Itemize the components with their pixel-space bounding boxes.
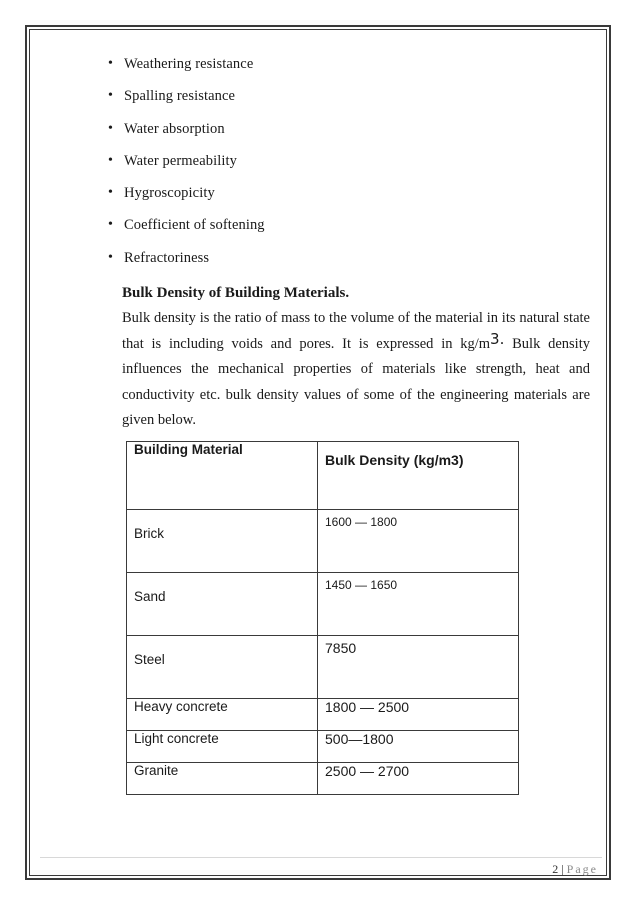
bullet-icon: • [108, 249, 114, 265]
table-row [127, 636, 519, 699]
bullet-icon: • [108, 185, 114, 201]
table-row [127, 763, 519, 795]
list-item: • Weathering resistance [108, 53, 265, 85]
material-cell: Brick [127, 510, 318, 573]
property-list [108, 53, 265, 279]
table-row [127, 510, 519, 573]
bulk-density-table [126, 441, 519, 795]
list-item: • Water permeability [108, 150, 265, 182]
footer-divider [40, 857, 602, 858]
list-item: • Coefficient of softening [108, 214, 265, 246]
material-cell: Steel [127, 636, 318, 699]
bullet-icon: • [108, 217, 114, 233]
table-row [127, 699, 519, 731]
table-row [127, 731, 519, 763]
page-footer [552, 862, 598, 877]
list-item: • Refractoriness [108, 247, 265, 279]
table-header-row [127, 442, 519, 510]
superscript: 3. [490, 329, 505, 348]
material-cell: Heavy concrete [127, 699, 318, 731]
density-cell: 2500 — 2700 [318, 763, 519, 795]
density-cell: 500—1800 [318, 731, 519, 763]
header-bulk-density: Bulk Density (kg/m3) [318, 442, 519, 510]
density-cell: 7850 [318, 636, 519, 699]
section-heading: Bulk Density of Building Materials. [122, 285, 350, 301]
list-item: • Spalling resistance [108, 85, 265, 117]
list-item: • Water absorption [108, 118, 265, 150]
material-cell: Granite [127, 763, 318, 795]
density-cell: 1450 — 1650 [318, 573, 519, 636]
page-number: 2 [552, 862, 559, 876]
material-cell: Light concrete [127, 731, 318, 763]
bullet-icon: • [108, 88, 114, 104]
bullet-icon: • [108, 120, 114, 136]
page-label: Page [566, 862, 598, 876]
header-building-material: Building Material [127, 442, 318, 510]
density-cell: 1800 — 2500 [318, 699, 519, 731]
table-row [127, 573, 519, 636]
density-cell: 1600 — 1800 [318, 510, 519, 573]
footer-separator: | [561, 862, 564, 876]
bullet-icon: • [108, 152, 114, 168]
list-item: • Hygroscopicity [108, 182, 265, 214]
bullet-icon: • [108, 56, 114, 71]
bulk-density-paragraph: Bulk density is the ratio of mass to the volume of the material in its natural state that is including voids and pores. It is expressed in $kg/m^{3.}$ Bulk density influences the mechanical properties of materials like strength, heat and conductivity etc. bulk density values of some of the engineering materials are given below. [122, 310, 590, 428]
material-cell: Sand [127, 573, 318, 636]
